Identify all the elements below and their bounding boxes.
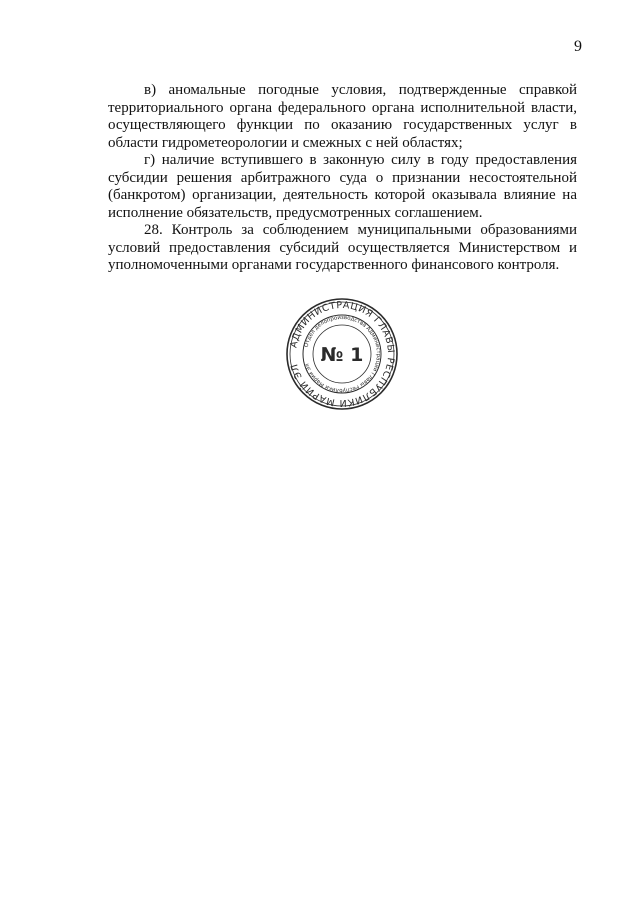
seal-number: № 1 [320, 344, 364, 366]
document-body [108, 82, 577, 275]
seal-inner-text: Отдел делопроизводства Администрации Главы Республики Марий Эл [303, 314, 382, 394]
paragraph-v: в) аномальные погодные условия, подтвержденные справкой территориального органа федерального органа исполнительной власти, осуществляющего функции по оказанию государственных услуг в области гидрометеорологии и смежных с ней областях; [108, 82, 577, 151]
paragraph-g: г) наличие вступившего в законную силу в году предоставления субсидии решения арбитражного суда о признании несостоятельной (банкротом) организации, деятельность которой оказывала влияние на исполнение обязательств, предусмотренных соглашением. [108, 152, 577, 221]
page-number: 9 [574, 38, 582, 55]
seal-outer-text: АДМИНИСТРАЦИЯ ГЛАВЫ РЕСПУБЛИКИ МАРИЙ ЭЛ [288, 299, 397, 409]
paragraph-28: 28. Контроль за соблюдением муниципальными образованиями условий предоставления субсидий осуществляется Министерством и уполномоченными органами государственного финансового контроля. [108, 222, 577, 273]
official-seal [276, 297, 408, 411]
